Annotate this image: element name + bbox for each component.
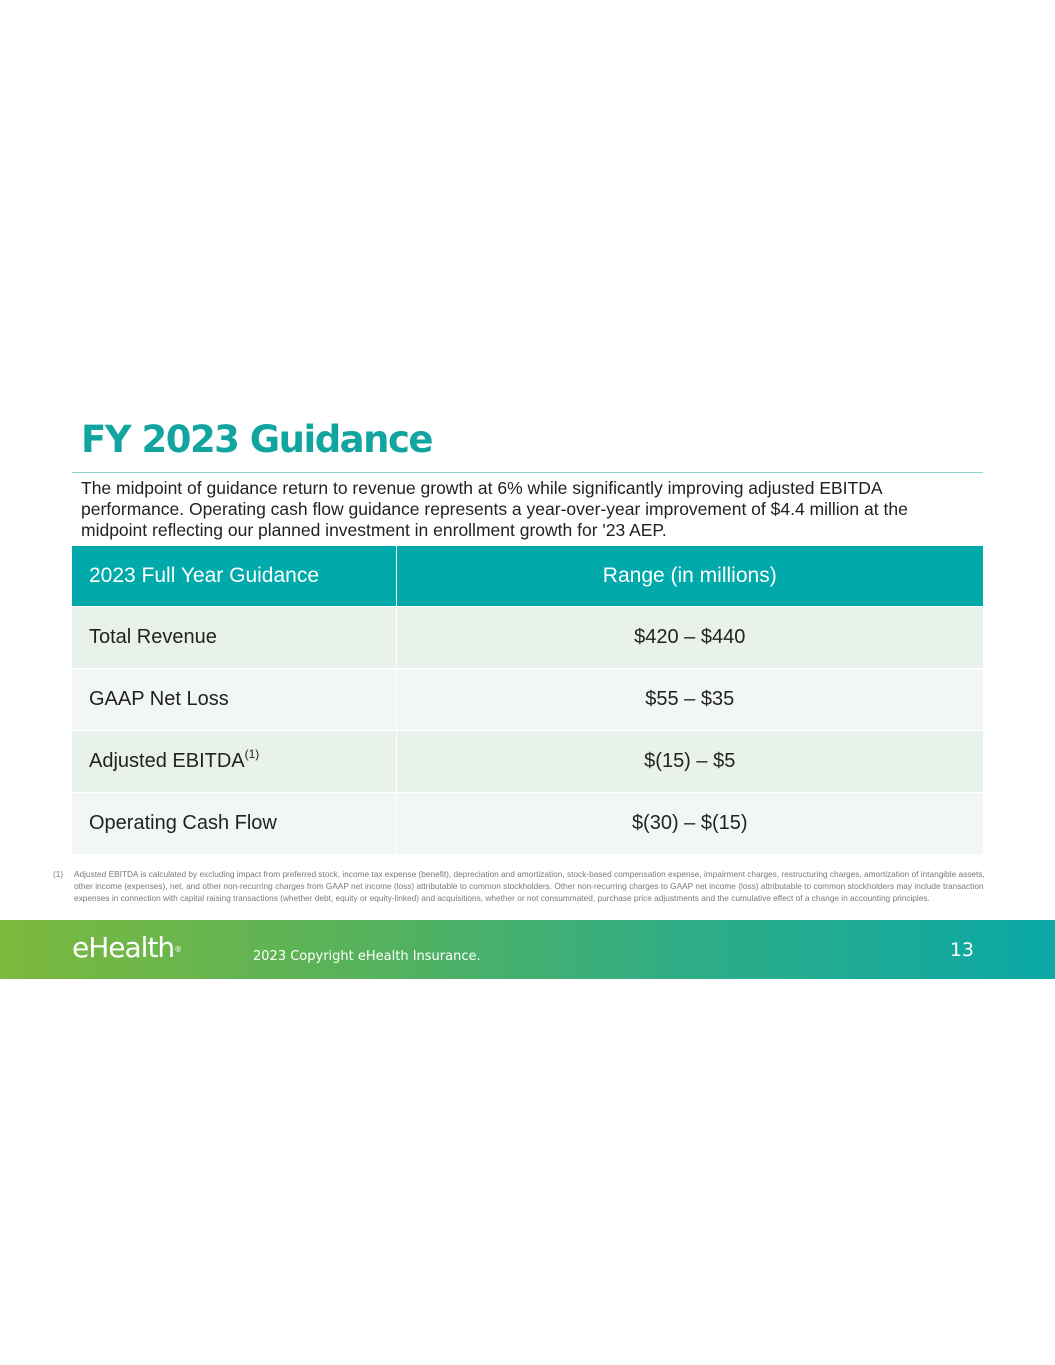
table-row: [72, 793, 983, 855]
footnote-reference: (1): [244, 747, 260, 761]
intro-paragraph: The midpoint of guidance return to revenue growth at 6% while significantly improving adjusted EBITDA performance. Operating cash flow guidance represents a year-over-year improvement of $4.4 million at the midpoint reflecting our planned investment in enrollment growth for '23 AEP.: [81, 478, 908, 540]
row-value: $420 – $440: [396, 607, 983, 669]
row-label-text: Operating Cash Flow: [89, 812, 277, 834]
row-label-text: Adjusted EBITDA: [89, 750, 245, 772]
column-header-range: Range (in millions): [396, 546, 983, 607]
table-header-row: [72, 546, 983, 607]
copyright-text: 2023 Copyright eHealth Insurance.: [253, 949, 481, 964]
row-value: $55 – $35: [396, 669, 983, 731]
row-value: $(15) – $5: [396, 731, 983, 793]
row-label-text: Total Revenue: [89, 626, 217, 648]
page-number: 13: [949, 939, 974, 961]
column-header-guidance: 2023 Full Year Guidance: [72, 546, 396, 607]
registered-mark: ®: [174, 945, 182, 954]
logo-text: eHealth: [72, 931, 175, 964]
table-row: [72, 607, 983, 669]
table-row: [72, 731, 983, 793]
footnote-text: Adjusted EBITDA is calculated by excluding impact from preferred stock, income tax expense (benefit), depreciation and amortization, stock-based compensation expense, impairment charges, restructuring charges, amortization of intangible assets, other income (expenses), net, and other non-recurring charges from GAAP net income (loss) attributable to common stockholders. Other non-recurring charges to GAAP net income (loss) attributable to common stockholders may include transaction expenses in connection with capital raising transactions (whether debt, equity or equity-linked) and acquisitions, whether or not consummated, purchase price adjustments and the cumulative effect of a change in accounting principles.: [74, 869, 985, 903]
slide-title: FY 2023 Guidance: [81, 418, 433, 461]
footnote: [53, 868, 993, 904]
ehealth-logo: [72, 931, 181, 965]
row-label-text: GAAP Net Loss: [89, 688, 229, 710]
footer-bar: [0, 920, 1055, 979]
row-label: [72, 607, 396, 669]
footnote-mark: (1): [53, 869, 64, 879]
row-label: [72, 731, 396, 793]
row-label: [72, 793, 396, 855]
table-row: [72, 669, 983, 731]
row-value: $(30) – $(15): [396, 793, 983, 855]
guidance-table: [72, 546, 983, 854]
title-divider: [72, 472, 983, 473]
row-label: [72, 669, 396, 731]
